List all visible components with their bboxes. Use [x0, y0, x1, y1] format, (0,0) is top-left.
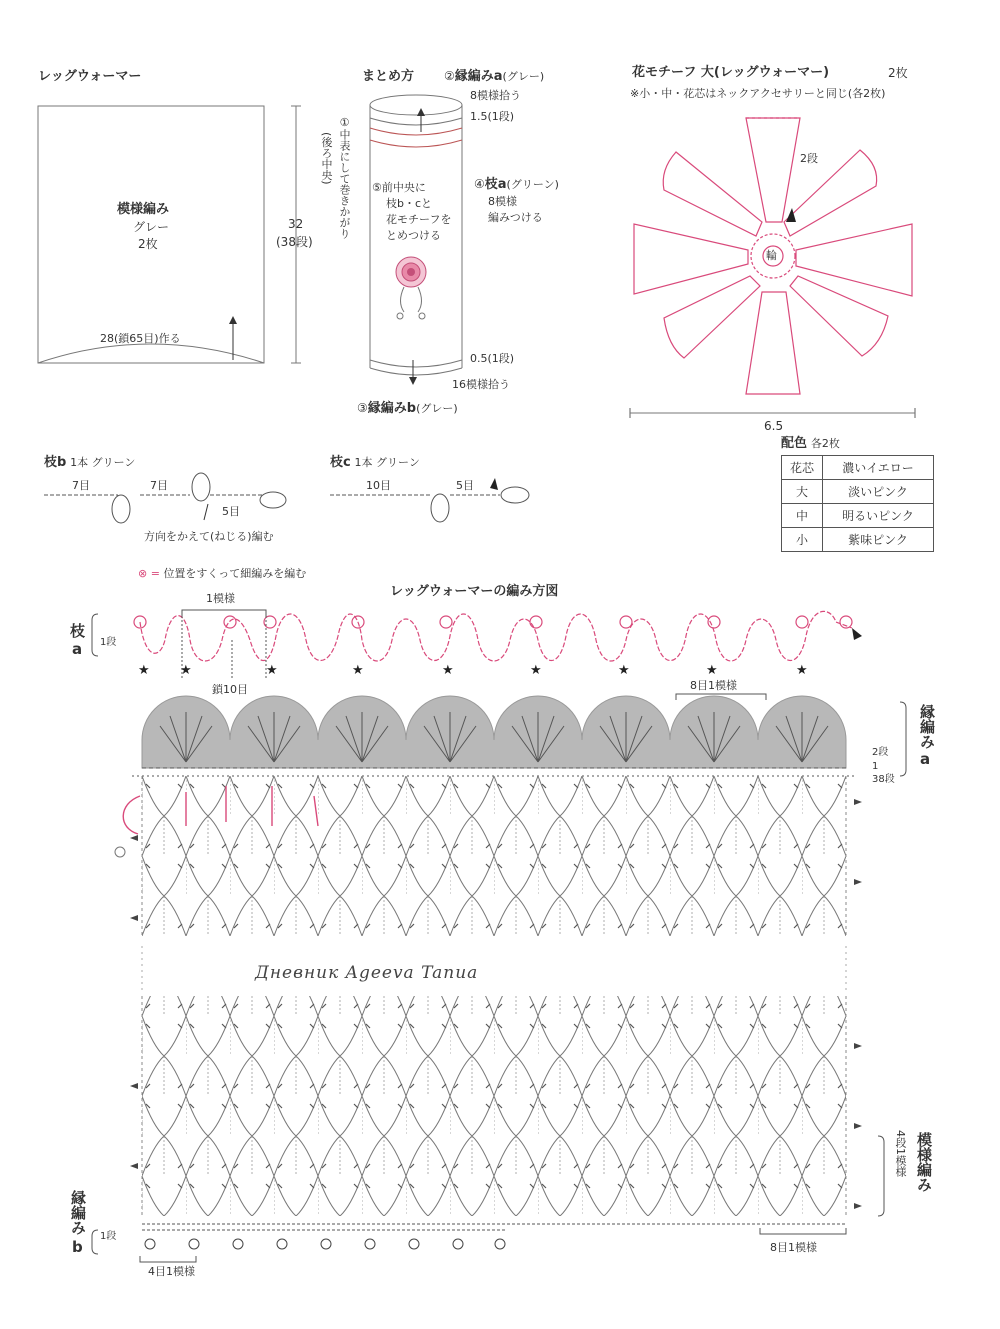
branch-a-title: 枝a [484, 177, 507, 192]
edge-b-color: (グレー) [416, 402, 458, 415]
chart-title: レッグウォーマーの編み方図 [390, 584, 559, 599]
tube-flower-motif [396, 257, 426, 319]
bottom-height: 0.5(1段) [470, 352, 515, 365]
table-row [782, 480, 934, 504]
branch-a-label-1: 枝 [70, 622, 86, 640]
color-value: 淡いピンク [823, 480, 934, 504]
edge-b-label: 縁編み [69, 1190, 87, 1235]
branch-a-note-1: 8模様 [488, 195, 517, 208]
branch-c-st1: 10目 [366, 479, 391, 492]
panel-color: グレー [133, 220, 170, 234]
svg-text:★: ★ [180, 663, 192, 678]
legend [138, 568, 306, 579]
front-note-3: 花モチーフを [386, 213, 452, 226]
chain10-label: 鎖10目 [212, 683, 248, 696]
color-table [781, 455, 934, 552]
legwarmer-panel [38, 106, 304, 363]
svg-text:★: ★ [530, 663, 542, 678]
table-row [782, 504, 934, 528]
seam-note: ①中表にして巻きかがり [338, 116, 351, 239]
seam-note-back: (後ろ中央) [320, 132, 333, 185]
edge-b-row: 1段 [100, 1231, 117, 1242]
edge-a-brace [900, 702, 906, 776]
branch-b-st3: 5目 [222, 505, 240, 518]
edge-b-num: ③ [357, 401, 368, 415]
branch-a-color: (グリーン) [506, 178, 559, 191]
pattern-8-1-label: 8目1模様 [690, 679, 737, 692]
branch-a-brace [92, 614, 98, 656]
branch-b-sub: 1本 グリーン [70, 456, 136, 469]
color-part: 大 [782, 480, 823, 504]
svg-text:★: ★ [618, 663, 630, 678]
front-note-1: ⑤前中央に [372, 181, 426, 194]
flower-motif-diagram [630, 118, 915, 418]
legend-symbol: ⊗ = [138, 567, 160, 580]
svg-text:★: ★ [442, 663, 454, 678]
one-pattern-label: 1模様 [206, 592, 235, 605]
flower-row2: 2段 [800, 152, 818, 165]
flower-count: 2枚 [888, 66, 908, 80]
pattern-label: 模様編み [915, 1132, 933, 1192]
branch-c-diagram [330, 478, 529, 522]
branch-b-title: 枝b [44, 455, 67, 470]
edge-a-title: 縁編みa [454, 69, 503, 84]
color-value: 紫味ピンク [823, 528, 934, 552]
edge-a-num: ② [444, 69, 455, 83]
color-part: 花芯 [782, 456, 823, 480]
edge-a-scallops [132, 696, 856, 776]
panel-height-rows: (38段) [276, 235, 313, 249]
branch-c-heading [330, 456, 420, 469]
branch-a-stars [138, 663, 808, 678]
svg-text:★: ★ [706, 663, 718, 678]
branch-a-num: ④ [474, 177, 485, 191]
branch-c-st2: 5目 [456, 479, 474, 492]
branch-a-callout [474, 178, 559, 191]
table-row [782, 456, 934, 480]
colors-subtitle: 各2枚 [810, 437, 840, 450]
edge-b-callout [357, 402, 458, 415]
edge-b-title: 縁編みb [367, 401, 417, 416]
legwarmer-title: レッグウォーマー [38, 69, 142, 84]
row2-label: 2段 [872, 747, 889, 758]
branch-c-title: 枝c [330, 455, 351, 470]
panel-title: 模様編み [117, 202, 170, 217]
pickup-bottom: 16模様拾う [452, 378, 510, 391]
pattern-brace [878, 1136, 884, 1216]
branch-b-note: 方向をかえて(ねじる)編む [144, 530, 274, 543]
row1-label: 1 [872, 761, 879, 772]
watermark: Дневник Ageeva Tanua [255, 963, 479, 983]
branch-c-sub: 1本 グリーン [354, 456, 420, 469]
edge-a-color: (グレー) [502, 70, 545, 83]
pickup-top: 8模様拾う [470, 89, 521, 102]
svg-text:★: ★ [352, 663, 364, 678]
svg-text:★: ★ [138, 663, 150, 678]
edge-b-letter: b [72, 1238, 83, 1256]
svg-text:★: ★ [796, 663, 808, 678]
legend-text: 位置をすくって細編みを編む [163, 567, 307, 580]
color-value: 明るいピンク [823, 504, 934, 528]
branch-b-st1: 7目 [72, 479, 90, 492]
assembly-title: まとめ方 [362, 69, 415, 84]
colors-title: 配色 [781, 436, 808, 451]
panel-width-label: 28(鎖65目)作る [100, 332, 181, 345]
flower-ring: 輪 [766, 249, 777, 262]
flower-note: ※小・中・花芯はネックアクセサリーと同じ(各2枚) [630, 87, 886, 100]
table-row [782, 528, 934, 552]
edge-a-letter: a [920, 750, 931, 768]
row38-label: 38段 [872, 774, 895, 785]
flower-width: 6.5 [764, 419, 784, 433]
panel-height-value: 32 [288, 217, 304, 231]
branch-a-note-2: 編みつける [488, 211, 543, 224]
edge-a-callout [444, 70, 544, 83]
branch-a-chain [134, 611, 862, 661]
pattern-rows-label: 4段1模様 [894, 1130, 907, 1177]
color-value: 濃いイエロー [823, 456, 934, 480]
color-part: 中 [782, 504, 823, 528]
color-part: 小 [782, 528, 823, 552]
colors-heading [781, 437, 840, 450]
panel-count: 2枚 [138, 237, 158, 251]
edge-a-label: 縁編み [918, 704, 936, 749]
front-note-2: 枝b・cと [386, 197, 433, 210]
front-note-4: とめつける [386, 229, 441, 242]
flower-title: 花モチーフ 大(レッグウォーマー) [632, 65, 830, 80]
pattern-4-1-label: 4目1模様 [148, 1265, 195, 1278]
branch-a-label-2: a [72, 640, 83, 658]
edge-b-brace [92, 1230, 98, 1254]
top-height: 1.5(1段) [470, 110, 515, 123]
svg-text:★: ★ [266, 663, 278, 678]
lattice-body [115, 776, 862, 1216]
branch-a-row: 1段 [100, 637, 117, 648]
branch-b-st2: 7目 [150, 479, 168, 492]
branch-b-heading [44, 456, 135, 469]
pattern-8-1-bottom-label: 8目1模様 [770, 1241, 817, 1254]
edge-b-row [140, 1224, 846, 1262]
